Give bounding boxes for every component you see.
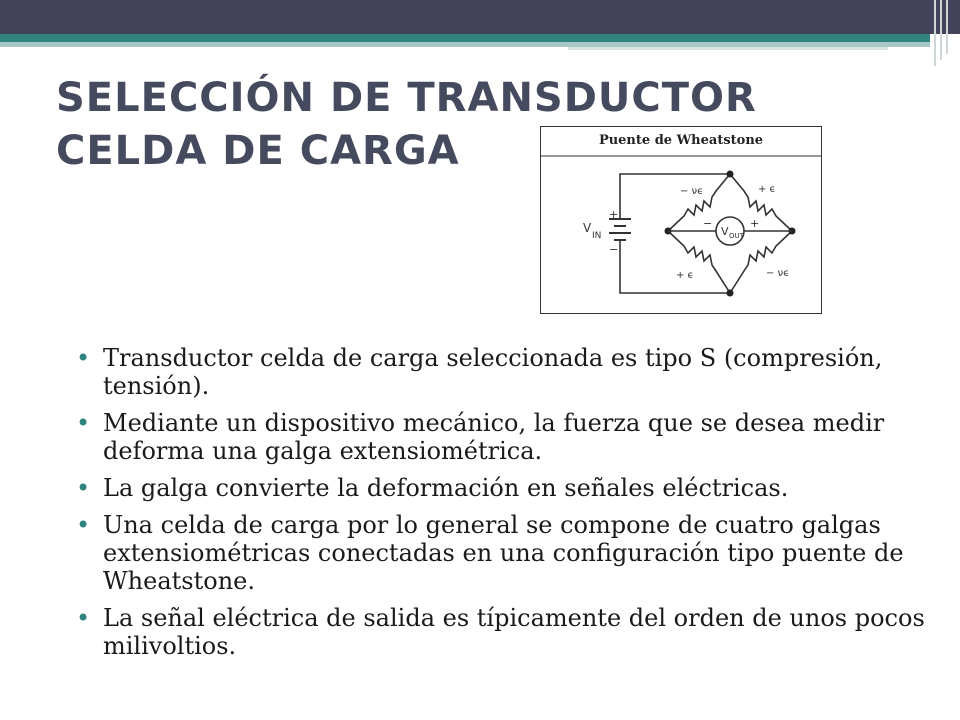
node-top: [727, 171, 734, 178]
bullet-text: Mediante un dispositivo mecánico, la fuerza que se desea medir deforma una galga extensiométrica.: [103, 409, 885, 465]
bullet-item: [76, 409, 926, 465]
wheatstone-bridge-diagram: [540, 126, 822, 314]
diagram-heading: Puente de Wheatstone: [598, 133, 764, 148]
bullet-text: Una celda de carga por lo general se compone de cuatro galgas extensiométricas conectadas en una configuración tipo puente de Wheatstone.: [103, 511, 904, 595]
node-bottom: [727, 290, 734, 297]
bullet-list: [76, 344, 926, 669]
vin-label: V: [583, 221, 592, 235]
bullet-icon: •: [76, 604, 91, 632]
bullet-icon: •: [76, 409, 91, 437]
bullet-icon: •: [76, 474, 91, 502]
bullet-text: La galga convierte la deformación en señales eléctricas.: [103, 474, 789, 502]
battery-minus: −: [609, 243, 619, 256]
thin-stripe: [568, 47, 888, 50]
slide-title: SELECCIÓN DE TRANSDUCTOR CELDA DE CARGA: [56, 75, 757, 174]
label-top-left: − νϵ: [680, 186, 704, 197]
bullet-text: La señal eléctrica de salida es típicamente del orden de unos pocos milivoltios.: [103, 604, 925, 660]
top-banner: [0, 0, 960, 34]
vout-subscript: OUT: [729, 232, 744, 240]
bullet-item: [76, 604, 926, 660]
bullet-icon: •: [76, 511, 91, 539]
label-bottom-left: + ϵ: [676, 270, 694, 281]
vout-label: V: [721, 225, 729, 238]
bullet-item: [76, 511, 926, 595]
vout-plus: +: [750, 217, 760, 230]
vin-subscript: IN: [592, 231, 602, 241]
bullet-item: [76, 344, 926, 400]
corner-decoration: [930, 0, 960, 66]
accent-stripe: [0, 34, 930, 42]
battery-plus: +: [609, 208, 619, 221]
label-top-right: + ϵ: [758, 184, 776, 195]
bullet-item: [76, 474, 926, 502]
bullet-text: Transductor celda de carga seleccionada es tipo S (compresión, tensión).: [103, 344, 883, 400]
bullet-icon: •: [76, 344, 91, 372]
vout-minus: −: [703, 217, 713, 230]
label-bottom-right: − νϵ: [766, 268, 790, 279]
